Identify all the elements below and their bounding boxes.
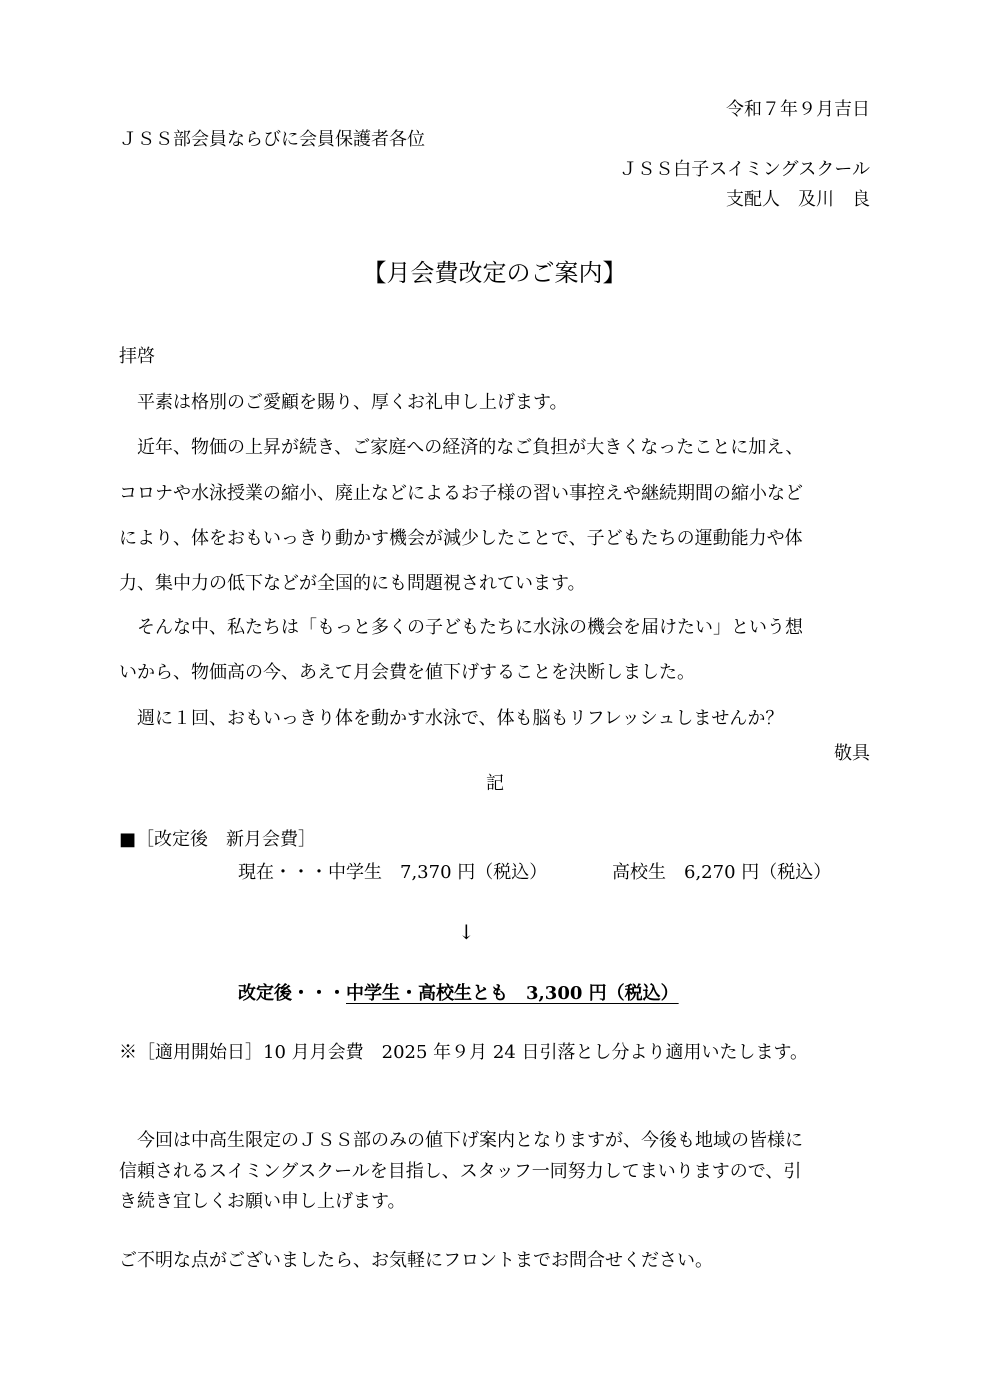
new-fee-line — [238, 982, 679, 1006]
paragraph-background-line: により、体をおもいっきり動かす機会が減少したことで、子どもたちの運動能力や体 — [119, 528, 803, 549]
closing-paragraph-line: 信頼されるスイミングスクールを目指し、スタッフ一同努力してまいりますので、引 — [119, 1161, 802, 1182]
paragraph-invitation: 週に１回、おもいっきり体を動かす水泳で、体も脳もリフレッシュしませんか？ — [137, 708, 784, 729]
paragraph-decision-line: いから、物価高の今、あえて月会費を値下げすることを決断しました。 — [119, 662, 695, 683]
document-date: 令和７年９月吉日 — [726, 99, 870, 120]
paragraph-background-line: 近年、物価の上昇が続き、ご家庭への経済的なご負担が大きくなったことに加え、 — [137, 437, 804, 458]
down-arrow-icon: ↓ — [458, 920, 475, 944]
paragraph-background-line: コロナや水泳授業の縮小、廃止などによるお子様の習い事控えや継続期間の縮小など — [119, 483, 803, 504]
closing-paragraph-line: 今回は中高生限定のＪＳＳ部のみの値下げ案内となりますが、今後も地域の皆様に — [137, 1130, 803, 1151]
recipient-line: ＪＳＳ部会員ならびに会員保護者各位 — [119, 129, 425, 150]
sender-person: 支配人 及川 良 — [726, 189, 870, 210]
paragraph-greeting: 平素は格別のご愛顧を賜り、厚くお礼申し上げます。 — [137, 392, 568, 413]
page-title: 【月会費改定のご案内】 — [362, 259, 627, 287]
effective-date-note: ※［適用開始日］10 月月会費 2025 年９月 24 日引落とし分より適用いたします。 — [119, 1042, 809, 1063]
contact-note: ご不明な点がございましたら、お気軽にフロントまでお問合せください。 — [119, 1250, 713, 1271]
current-fee-prefix: 現在・・・ — [238, 862, 328, 883]
new-fee-value: 中学生・高校生とも 3,300 円（税込） — [346, 983, 679, 1004]
current-fee-junior-high: 中学生 7,370 円（税込） — [328, 862, 548, 883]
letter-opening: 拝啓 — [119, 346, 155, 367]
sender-organization: ＪＳＳ白子スイミングスクール — [619, 159, 870, 180]
paragraph-decision-line: そんな中、私たちは「もっと多くの子どもたちに水泳の機会を届けたい」という想 — [137, 617, 803, 638]
new-fee-prefix: 改定後・・・ — [238, 983, 346, 1004]
closing-paragraph-line: き続き宜しくお願い申し上げます。 — [119, 1191, 406, 1212]
letter-closing: 敬具 — [834, 743, 870, 764]
current-fee-high-school: 高校生 6,270 円（税込） — [612, 862, 832, 883]
fee-heading: ■［改定後 新月会費］ — [119, 829, 317, 850]
current-fee-line — [238, 861, 547, 885]
paragraph-background-line: 力、集中力の低下などが全国的にも問題視されています。 — [119, 573, 586, 594]
ki-marker: 記 — [486, 773, 504, 794]
